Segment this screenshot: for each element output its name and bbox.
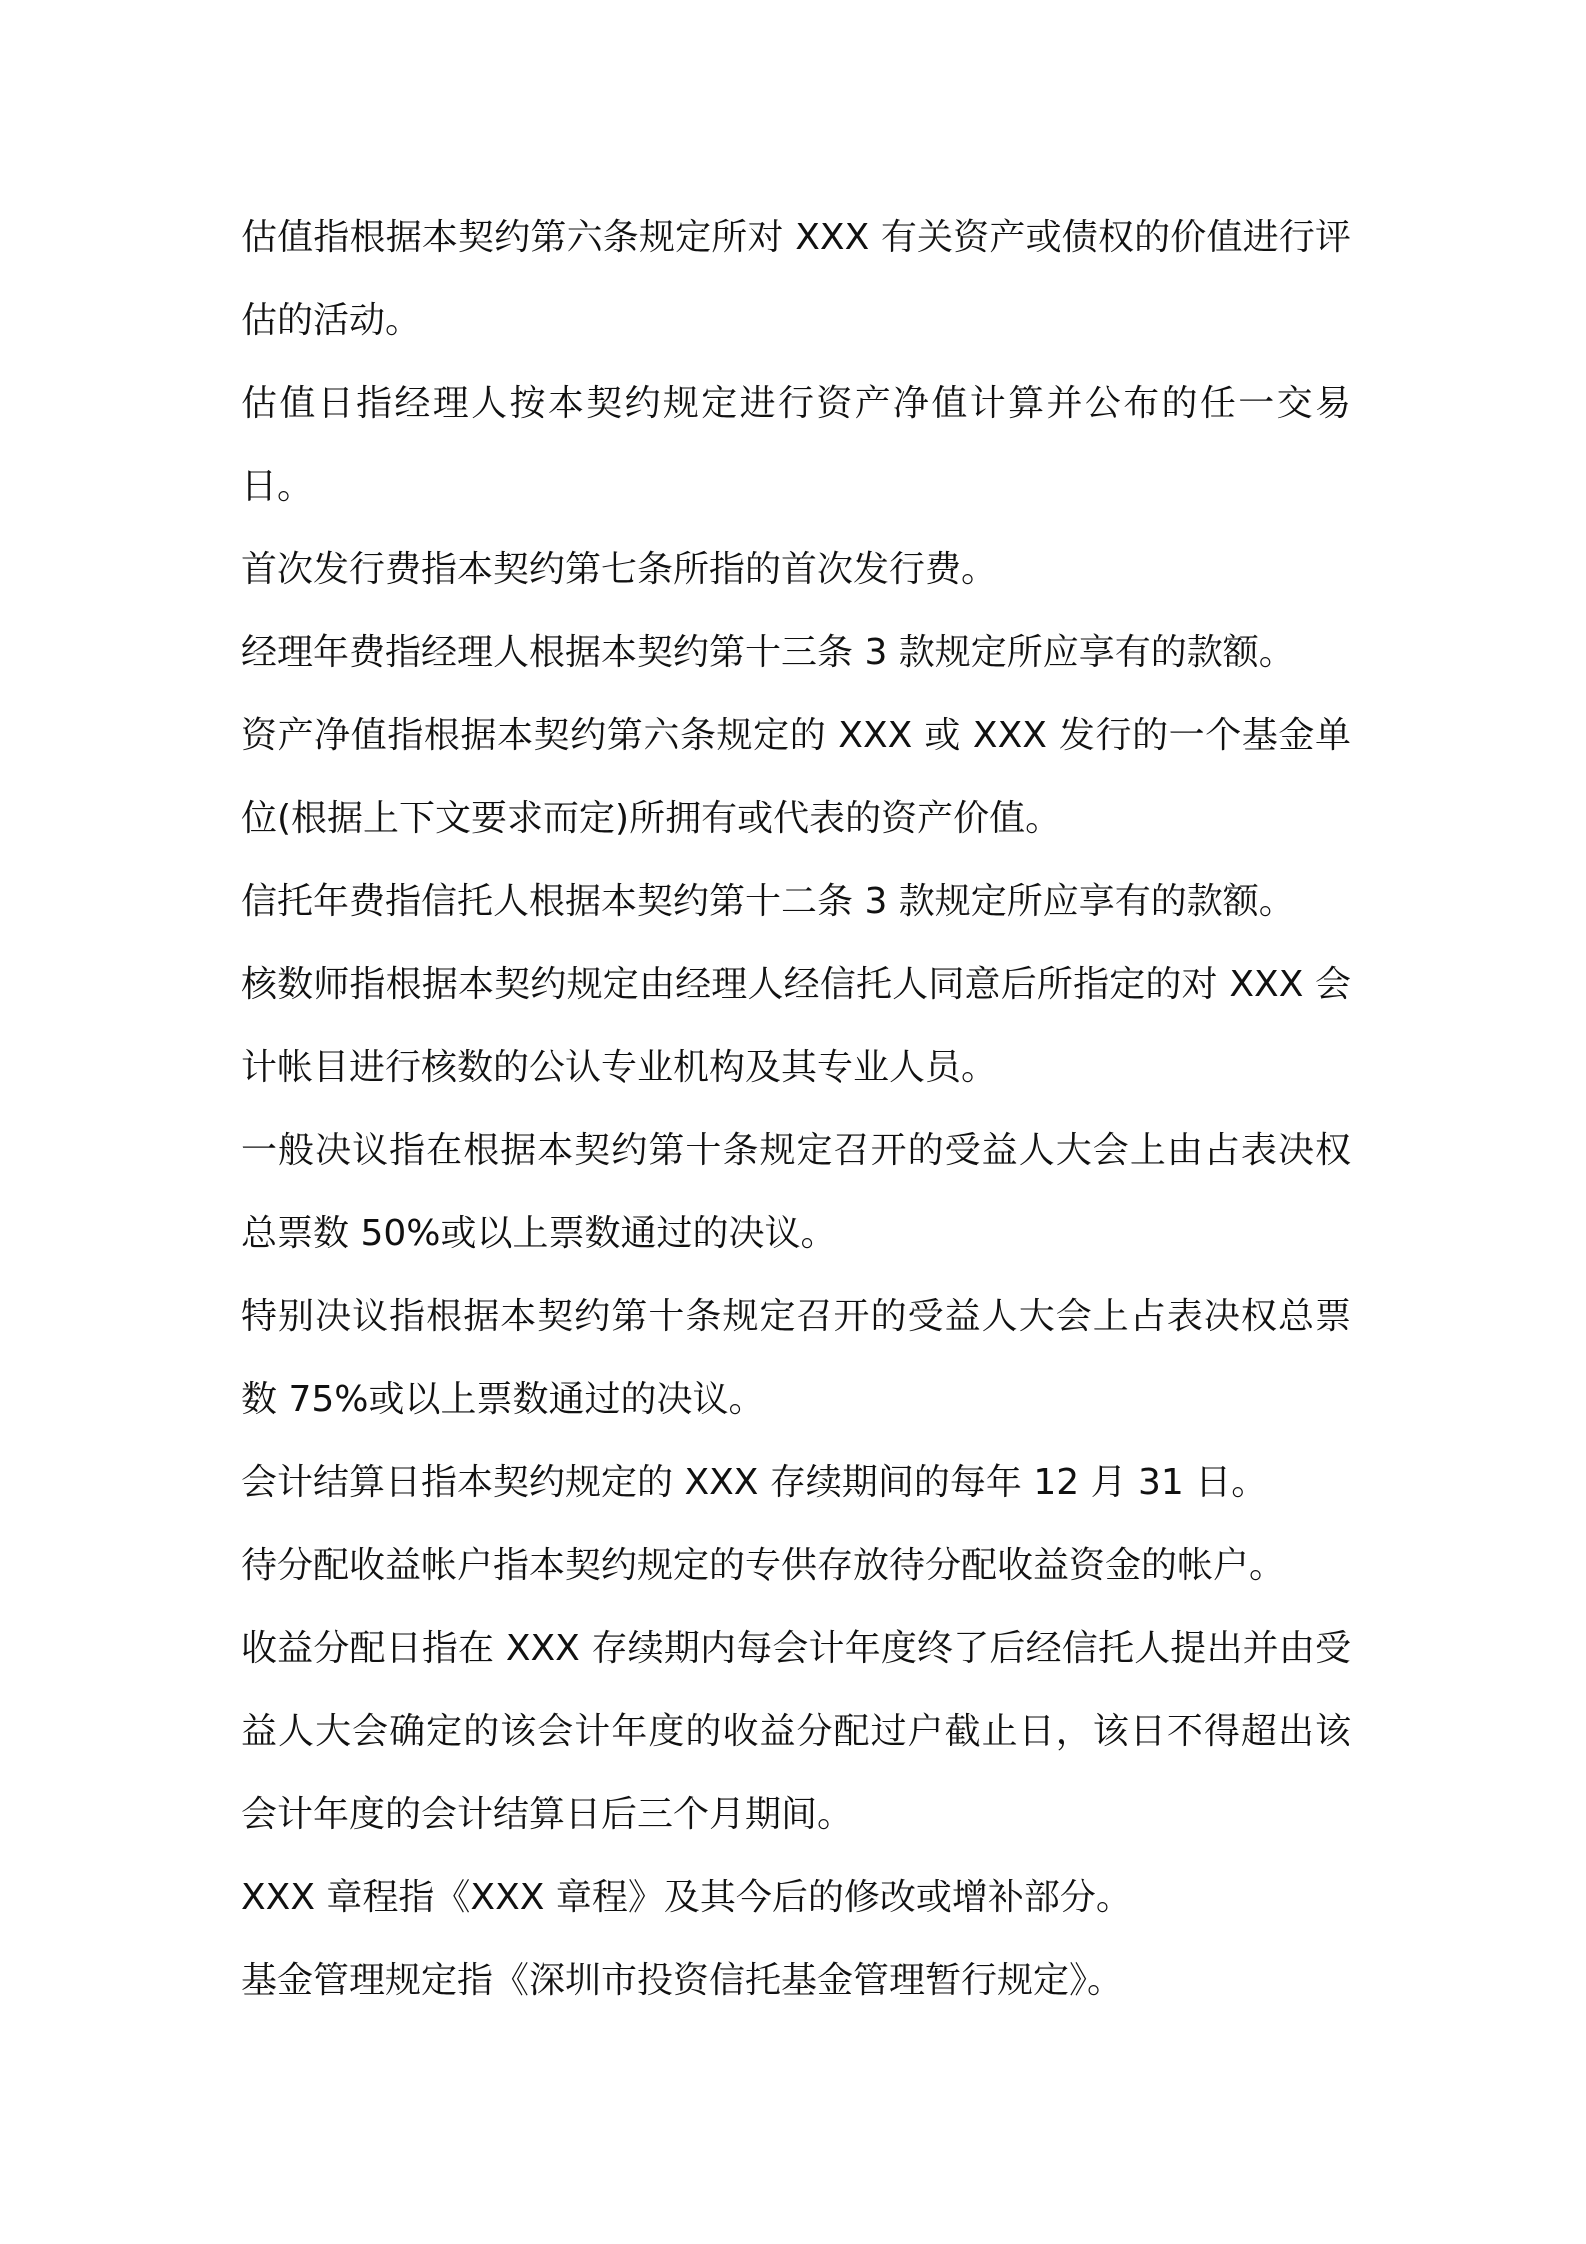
document-body: [241, 196, 1351, 2022]
definition-paragraph: 估值日指经理人按本契约规定进行资产净值计算并公布的任一交易日。: [241, 383, 1351, 507]
definition-paragraph: 收益分配日指在 XXX 存续期内每会计年度终了后经信托人提出并由受益人大会确定的该会计年度的收益分配过户截止日，该日不得超出该会计年度的会计结算日后三个月期间。: [241, 1628, 1351, 1835]
definition-paragraph: 特别决议指根据本契约第十条规定召开的受益人大会上占表决权总票数 75%或以上票数通过的决议。: [241, 1296, 1351, 1420]
definition-paragraph: 核数师指根据本契约规定由经理人经信托人同意后所指定的对 XXX 会计帐目进行核数的公认专业机构及其专业人员。: [241, 964, 1351, 1088]
definition-paragraph: 信托年费指信托人根据本契约第十二条 3 款规定所应享有的款额。: [241, 881, 1295, 922]
definition-paragraph: 基金管理规定指《深圳市投资信托基金管理暂行规定》。: [241, 1960, 1124, 2001]
definition-paragraph: 估值指根据本契约第六条规定所对 XXX 有关资产或债权的价值进行评估的活动。: [241, 217, 1351, 341]
definition-paragraph: 首次发行费指本契约第七条所指的首次发行费。: [241, 549, 998, 590]
definition-paragraph: XXX 章程指《XXX 章程》及其今后的修改或增补部分。: [241, 1877, 1132, 1918]
definition-paragraph: 经理年费指经理人根据本契约第十三条 3 款规定所应享有的款额。: [241, 632, 1295, 673]
definition-paragraph: 会计结算日指本契约规定的 XXX 存续期间的每年 12 月 31 日。: [241, 1462, 1268, 1503]
definition-paragraph: 待分配收益帐户指本契约规定的专供存放待分配收益资金的帐户。: [241, 1545, 1286, 1586]
definition-paragraph: 资产净值指根据本契约第六条规定的 XXX 或 XXX 发行的一个基金单位(根据上下文要求而定)所拥有或代表的资产价值。: [241, 715, 1351, 839]
definition-paragraph: 一般决议指在根据本契约第十条规定召开的受益人大会上由占表决权总票数 50%或以上票数通过的决议。: [241, 1130, 1351, 1254]
